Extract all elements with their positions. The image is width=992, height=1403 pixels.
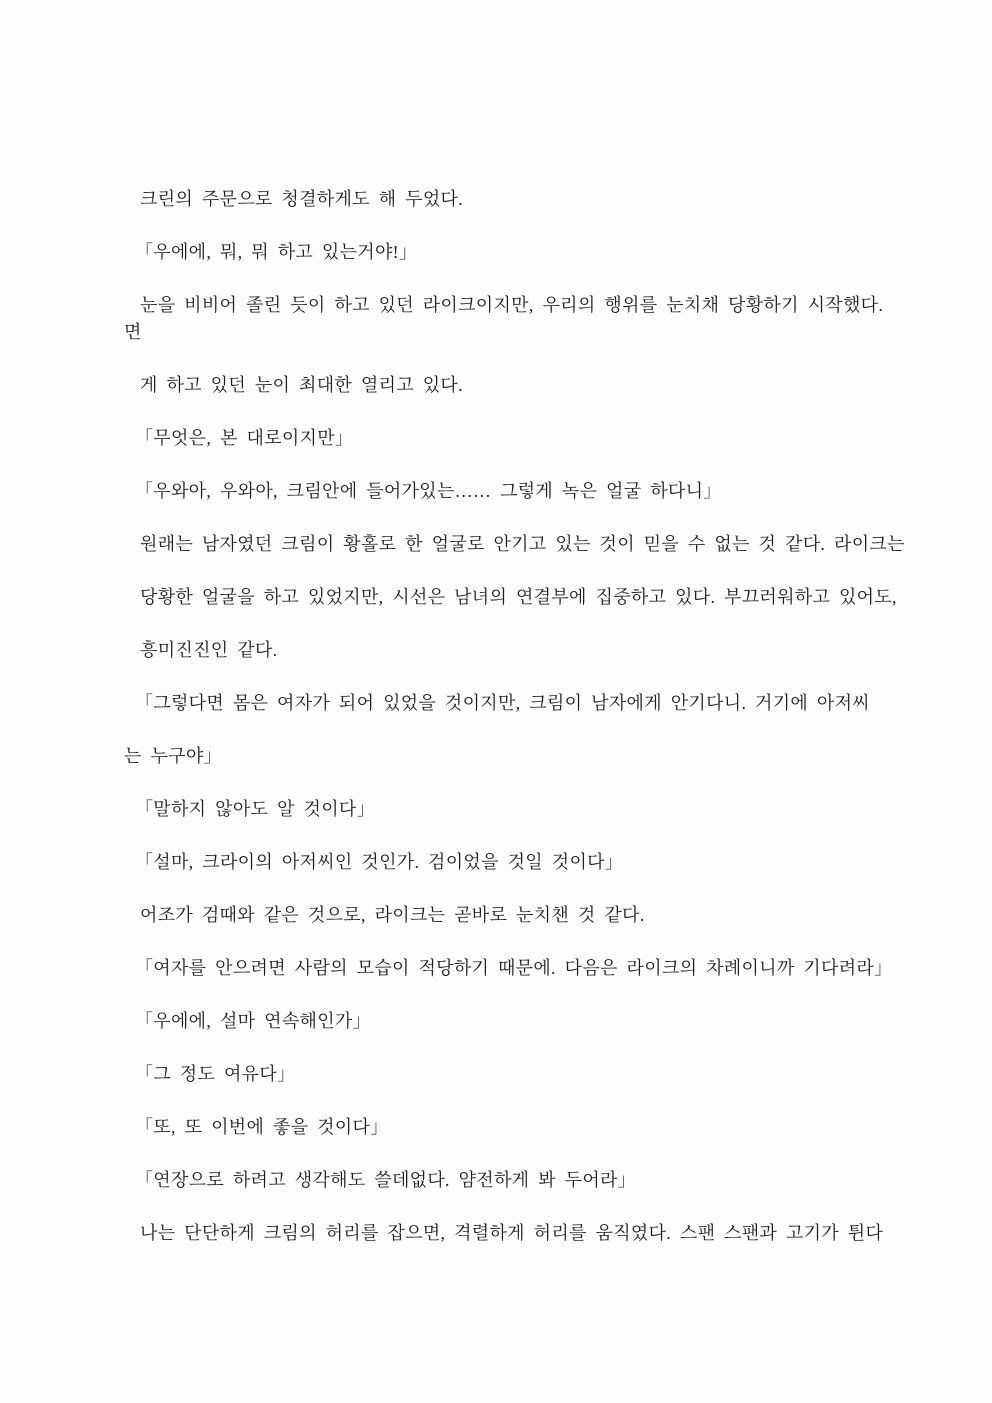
text-line: 「그렇다면 몸은 여자가 되어 있었을 것이지만, 크림이 남자에게 안기다니. 거기에 아저씨 [135,693,870,713]
paragraph-quote [124,1167,858,1194]
text-line: 「무엇은, 본 대로이지만」 [135,428,354,448]
paragraph [124,637,858,664]
text-line: 원래는 남자였던 크림이 황홀로 한 얼굴로 안기고 있는 것이 믿을 수 없는 것 같다. 라이크는 [140,534,905,554]
text-line: 「연장으로 하려고 생각해도 쓸데없다. 얌전하게 봐 두어라」 [135,1170,637,1190]
paragraph [124,531,905,558]
paragraph-quote [124,955,893,982]
text-line: 「말하지 않아도 알 것이다」 [135,799,375,819]
paragraph-quote [124,425,858,452]
paragraph-quote [124,1008,858,1035]
text-line: 「또, 또 이번에 좋을 것이다」 [135,1117,389,1137]
text-line: 「그 정도 여유다」 [135,1064,296,1084]
text-line: 눈을 비비어 졸린 듯이 하고 있던 라이크이지만, 우리의 행위를 눈치채 당황하기 시작했다. [140,295,884,315]
text-line: 면 [124,322,142,342]
paragraph [124,584,897,611]
paragraph-quote [124,239,858,266]
text-line: 「우에에, 설마 연속해인가」 [135,1011,371,1031]
text-line: 「여자를 안으려면 사람의 모습이 적당하기 때문에. 다음은 라이크의 차례이니까 기다려라」 [135,958,893,978]
text-line: 「우와아, 우와아, 크림안에 들어가있는…… 그렇게 녹은 얼굴 하다니」 [135,481,722,501]
paragraph [124,1220,884,1247]
text-line: 나는 단단하게 크림의 허리를 잡으면, 격렬하게 허리를 움직였다. 스팬 스팬과 고기가 튄다 [140,1223,884,1243]
paragraph-quote [124,690,870,717]
paragraph-quote [124,1061,858,1088]
paragraph-continuation [124,743,858,770]
paragraph [124,292,884,346]
paragraph-quote [124,478,858,505]
paragraph [124,902,858,929]
paragraph [124,372,858,399]
text-line: 「설마, 크라이의 아저씨인 것인가. 검이었을 것일 것이다」 [135,852,624,872]
paragraph-quote [124,849,858,876]
text-line: 당황한 얼굴을 하고 있었지만, 시선은 남녀의 연결부에 집중하고 있다. 부끄러워하고 있어도, [140,587,897,607]
paragraph-quote [124,1114,858,1141]
paragraph-quote [124,796,858,823]
paragraph [124,186,858,213]
text-line: 크린의 주문으로 청결하게도 해 두었다. [140,189,464,209]
text-line: 게 하고 있던 눈이 최대한 열리고 있다. [140,375,463,395]
text-line: 는 누구야」 [124,746,222,766]
text-line: 흥미진진인 같다. [140,640,278,660]
text-line: 「우에에, 뭐, 뭐 하고 있는거야!」 [135,242,418,262]
text-line: 어조가 검때와 같은 것으로, 라이크는 곧바로 눈치챈 것 같다. [140,905,645,925]
